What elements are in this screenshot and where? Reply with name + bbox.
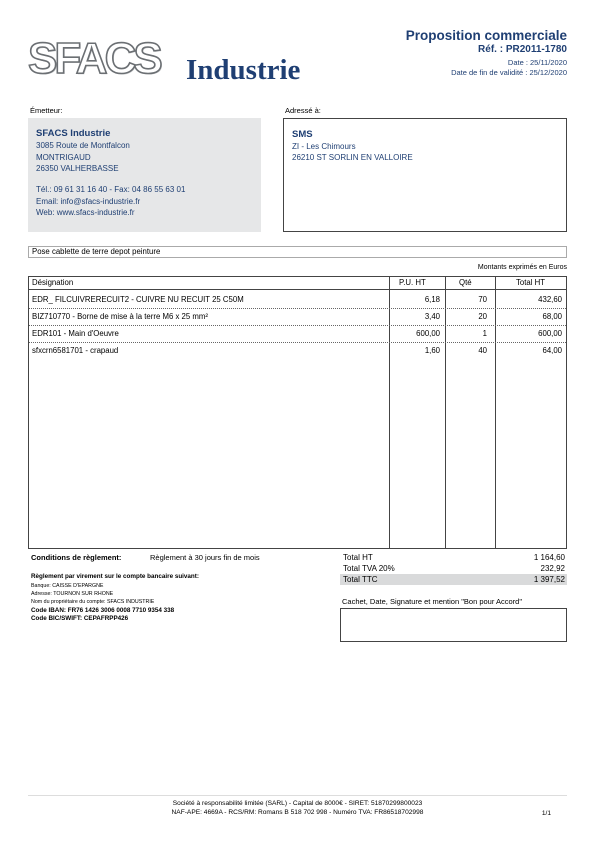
table-row bbox=[29, 291, 566, 309]
total-ht-label: Total HT bbox=[343, 553, 373, 562]
item-unit-price: 600,00 bbox=[416, 329, 440, 338]
signature-label: Cachet, Date, Signature et mention "Bon pour Accord" bbox=[342, 597, 523, 606]
items-table bbox=[28, 276, 567, 549]
emitter-name: SFACS Industrie bbox=[36, 128, 111, 139]
transfer-title: Règlement par virement sur le compte bancaire suivant: bbox=[31, 573, 199, 580]
table-row bbox=[29, 308, 566, 326]
recipient-block bbox=[283, 118, 567, 232]
document-date: Date : 25/11/2020 bbox=[507, 58, 567, 67]
emitter-block bbox=[28, 118, 261, 232]
header-unit-price: P.U. HT bbox=[399, 278, 426, 287]
item-designation: sfxcrn6581701 - crapaud bbox=[32, 346, 119, 355]
emitter-label: Émetteur: bbox=[30, 106, 63, 115]
item-designation: BIZ710770 - Borne de mise à la terre M6 x 25 mm² bbox=[32, 312, 208, 321]
quote-object: Pose cablette de terre depot peinture bbox=[28, 246, 567, 258]
total-ttc-label: Total TTC bbox=[343, 575, 378, 584]
item-quantity: 1 bbox=[482, 329, 487, 338]
logo-sub-text: Industrie bbox=[186, 54, 301, 86]
emitter-web: Web: www.sfacs-industrie.fr bbox=[36, 208, 135, 217]
emitter-phone-fax: Tél.: 09 61 31 16 40 - Fax: 04 86 55 63 01 bbox=[36, 185, 186, 194]
total-ht-row bbox=[340, 552, 567, 563]
item-total: 600,00 bbox=[538, 329, 562, 338]
bic-code: Code BIC/SWIFT: CEPAFRPP426 bbox=[31, 615, 129, 622]
item-designation: EDR_ FILCUIVRERECUIT2 - CUIVRE NU RECUIT 25 C50M bbox=[32, 295, 244, 304]
recipient-address-line: ZI - Les Chimours bbox=[292, 142, 356, 151]
footer-legal-line: Société à responsabilité limitée (SARL) - Capital de 8000€ - SIRET: 51870299800023 bbox=[172, 800, 423, 807]
currency-note: Montants exprimés en Euros bbox=[477, 264, 567, 271]
item-total: 68,00 bbox=[542, 312, 562, 321]
footer-divider bbox=[28, 795, 567, 796]
item-quantity: 40 bbox=[478, 346, 487, 355]
payment-conditions-value: Règlement à 30 jours fin de mois bbox=[150, 553, 260, 562]
recipient-address-line: 26210 ST SORLIN EN VALLOIRE bbox=[292, 153, 413, 162]
emitter-address-line: 3085 Route de Montfalcon bbox=[36, 141, 130, 150]
header-divider bbox=[29, 289, 566, 290]
total-ht-value: 1 164,60 bbox=[533, 553, 565, 562]
total-tva-label: Total TVA 20% bbox=[343, 564, 395, 573]
total-tva-row bbox=[340, 563, 567, 574]
table-row bbox=[29, 325, 566, 343]
header-total: Total HT bbox=[516, 278, 546, 287]
item-quantity: 20 bbox=[478, 312, 487, 321]
recipient-label: Adressé à: bbox=[285, 106, 321, 115]
item-total: 64,00 bbox=[542, 346, 562, 355]
footer-legal-line: NAF-APE: 4669A - RCS/RM: Romans B 518 702 998 - Numéro TVA: FR86518702998 bbox=[171, 809, 424, 816]
total-ttc-row bbox=[340, 574, 567, 585]
emitter-email: Email: info@sfacs-industrie.fr bbox=[36, 197, 141, 206]
bank-address: Adresse: TOURNON SUR RHONE bbox=[31, 591, 114, 597]
item-quantity: 70 bbox=[478, 295, 487, 304]
logo-main-text: SFACS bbox=[28, 34, 160, 83]
signature-box[interactable] bbox=[340, 608, 567, 642]
page-number: 1/1 bbox=[541, 810, 551, 817]
total-ttc-value: 1 397,52 bbox=[533, 575, 565, 584]
item-unit-price: 3,40 bbox=[424, 312, 440, 321]
totals-block bbox=[340, 552, 567, 585]
item-designation: EDR101 - Main d'Oeuvre bbox=[32, 329, 119, 338]
recipient-name: SMS bbox=[292, 129, 313, 140]
header-quantity: Qté bbox=[459, 278, 472, 287]
item-total: 432,60 bbox=[538, 295, 562, 304]
document-title: Proposition commerciale bbox=[405, 28, 567, 43]
emitter-address-line: MONTRIGAUD bbox=[36, 153, 91, 162]
validity-date: Date de fin de validité : 25/12/2020 bbox=[451, 68, 567, 77]
payment-conditions-label: Conditions de règlement: bbox=[31, 553, 122, 562]
table-row bbox=[29, 342, 566, 359]
company-logo bbox=[28, 32, 318, 86]
emitter-address-line: 26350 VALHERBASSE bbox=[36, 164, 119, 173]
document-reference: Réf. : PR2011-1780 bbox=[478, 44, 567, 55]
total-tva-value: 232,92 bbox=[540, 564, 565, 573]
header-designation: Désignation bbox=[32, 278, 74, 287]
item-unit-price: 6,18 bbox=[424, 295, 440, 304]
account-owner: Nom du propriétaire du compte: SFACS INDUSTRIE bbox=[31, 599, 155, 605]
item-unit-price: 1,60 bbox=[424, 346, 440, 355]
bank-name: Banque: CAISSE D'EPARGNE bbox=[31, 583, 104, 589]
iban-code: Code IBAN: FR76 1426 3006 0008 7710 9354 338 bbox=[31, 607, 175, 614]
